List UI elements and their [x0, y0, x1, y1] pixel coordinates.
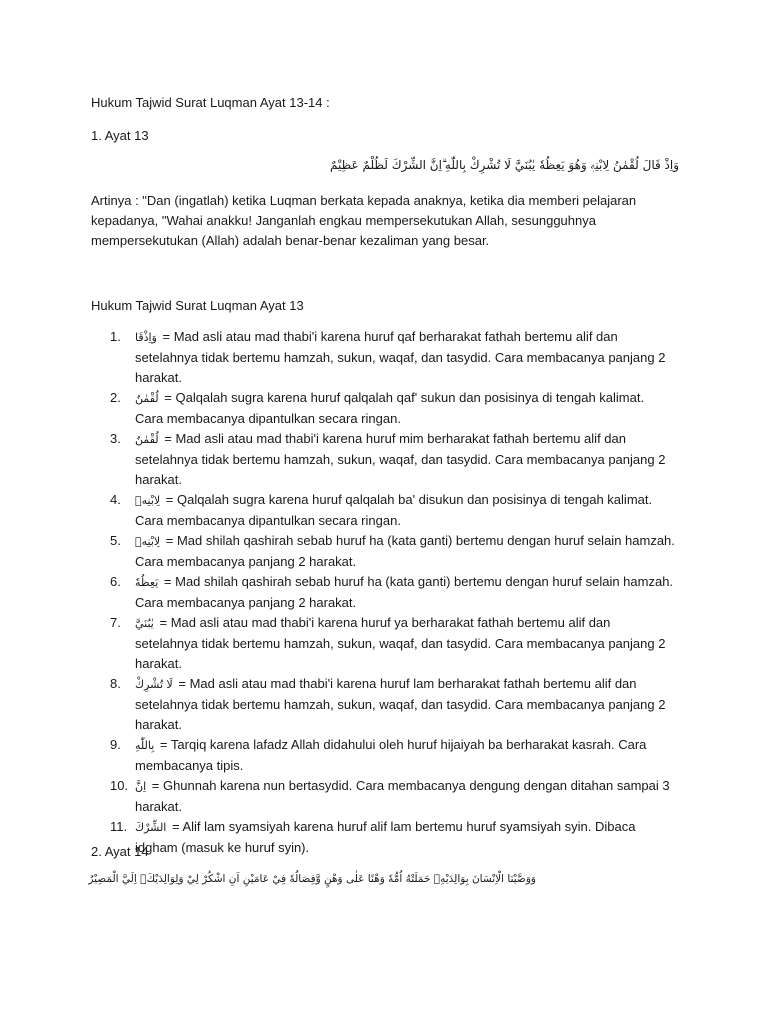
- list-item-text: = Mad shilah qashirah sebab huruf ha (kata ganti) bertemu dengan huruf selain hamzah. Cara membacanya panjang 2 harakat.: [135, 574, 674, 610]
- ayat-13-arabic: وَاِذْ قَالَ لُقْمٰنُ لِابْنِهٖ وَهُوَ يَعِظُهٗ يٰبُنَيَّ لَا تُشْرِكْ بِاللّٰهِ ۗاِنَّ الشِّرْكَ لَظُلْمٌ عَظِيْمٌ: [330, 158, 679, 172]
- list-item: [0, 613, 768, 674]
- list-item-number: 3.: [110, 431, 121, 446]
- list-item: [0, 490, 768, 531]
- list-item-text: = Qalqalah sugra karena huruf qalqalah ba' disukun dan posisinya di tengah kalimat. Cara membacanya dipantulkan secara ringan.: [135, 492, 653, 528]
- list-item: [0, 429, 768, 490]
- list-item-number: 6.: [110, 574, 121, 589]
- section-2-heading: 2. Ayat 14: [91, 844, 149, 859]
- list-item-number: 2.: [110, 390, 121, 405]
- list-item-number: 7.: [110, 615, 121, 630]
- list-item: [0, 531, 768, 572]
- list-item-number: 10.: [110, 778, 129, 793]
- list-item: [0, 776, 768, 817]
- list-item-text: = Mad asli atau mad thabi'i karena huruf mim berharakat fathah bertemu alif dan setelahnya tidak bertemu hamzah, sukun, waqaf, dan tasydid. Cara membacanya panjang 2 harakat.: [135, 431, 666, 487]
- tajwid-rules-list: [0, 327, 768, 858]
- document-title: Hukum Tajwid Surat Luqman Ayat 13-14 :: [91, 95, 330, 110]
- list-item-arabic: الشِّرْكَ: [135, 821, 167, 834]
- list-item-arabic: يٰبُنَيَّ: [135, 617, 154, 630]
- list-item-text: = Ghunnah karena nun bertasydid. Cara membacanya dengung dengan ditahan sampai 3 harakat.: [135, 778, 670, 814]
- list-item: [0, 674, 768, 735]
- list-item-text: = Qalqalah sugra karena huruf qalqalah qaf' sukun dan posisinya di tengah kalimat. Cara membacanya dipantulkan secara ringan.: [135, 390, 645, 426]
- list-item-arabic: لُقْمٰنُ: [135, 392, 159, 405]
- list-item: [0, 388, 768, 429]
- list-item-text: = Mad asli atau mad thabi'i karena huruf ya berharakat fathah bertemu alif dan setelahnya tidak bertemu hamzah, sukun, waqaf, dan tasydid. Cara membacanya panjang 2 harakat.: [135, 615, 666, 671]
- list-item-number: 11.: [110, 819, 128, 834]
- list-item-arabic: اِنَّ: [135, 780, 147, 793]
- list-item-number: 8.: [110, 676, 121, 691]
- list-item-text: = Tarqiq karena lafadz Allah didahului oleh huruf hijaiyah ba berharakat kasrah. Cara membacanya tipis.: [135, 737, 647, 773]
- tajwid-subheading: Hukum Tajwid Surat Luqman Ayat 13: [91, 298, 304, 313]
- list-item: [0, 572, 768, 613]
- list-item: [0, 735, 768, 776]
- list-item-text: = Alif lam syamsiyah karena huruf alif lam bertemu huruf syamsiyah syin. Dibaca idgham (masuk ke huruf syin).: [135, 819, 636, 855]
- list-item-arabic: يَعِظُهٗ: [135, 576, 159, 589]
- list-item-arabic: لُقْمٰنُ: [135, 433, 159, 446]
- ayat-13-translation: Artinya : "Dan (ingatlah) ketika Luqman berkata kepada anaknya, ketika dia memberi pelajaran kepadanya, "Wahai anakku! Janganlah engkau mempersekutukan Allah, sesungguhnya mempersekutukan (Allah) adalah benar-benar kezaliman yang besar.: [91, 193, 637, 248]
- list-item: [0, 327, 768, 388]
- ayat-14-arabic: وَوَصَّيْنَا الْاِنْسَانَ بِوَالِدَيْهِۚ حَمَلَتْهُ اُمُّهٗ وَهْنًا عَلٰى وَهْنٍ وَّفِصَالُهٗ فِيْ عَامَيْنِ اَنِ اشْكُرْ لِيْ وَلِوَالِدَيْكَۗ اِلَيَّ الْمَصِيْرُ: [88, 873, 536, 885]
- list-item-text: = Mad shilah qashirah sebab huruf ha (kata ganti) bertemu dengan huruf selain hamzah. Cara membacanya panjang 2 harakat.: [135, 533, 675, 569]
- list-item-text: = Mad asli atau mad thabi'i karena huruf qaf berharakat fathah bertemu alif dan setelahnya tidak bertemu hamzah, sukun, waqaf, dan tasydid. Cara membacanya panjang 2 harakat.: [135, 329, 666, 385]
- list-item-arabic: لَا تُشْرِكْ: [135, 678, 173, 691]
- list-item-number: 1.: [110, 329, 121, 344]
- list-item-text: = Mad asli atau mad thabi'i karena huruf lam berharakat fathah bertemu alif dan setelahnya tidak bertemu hamzah, sukun, waqaf, dan tasydid. Cara membacanya panjang 2 harakat.: [135, 676, 666, 732]
- list-item-arabic: لِابْنِهٖ: [135, 494, 161, 507]
- list-item-arabic: لِابْنِهٖ: [135, 535, 161, 548]
- list-item-number: 9.: [110, 737, 121, 752]
- section-1-heading: 1. Ayat 13: [91, 128, 149, 143]
- list-item-arabic: وَاِذْقَا: [135, 331, 157, 344]
- list-item-number: 5.: [110, 533, 121, 548]
- list-item-number: 4.: [110, 492, 121, 507]
- list-item-arabic: بِاللّٰهِ: [135, 739, 155, 752]
